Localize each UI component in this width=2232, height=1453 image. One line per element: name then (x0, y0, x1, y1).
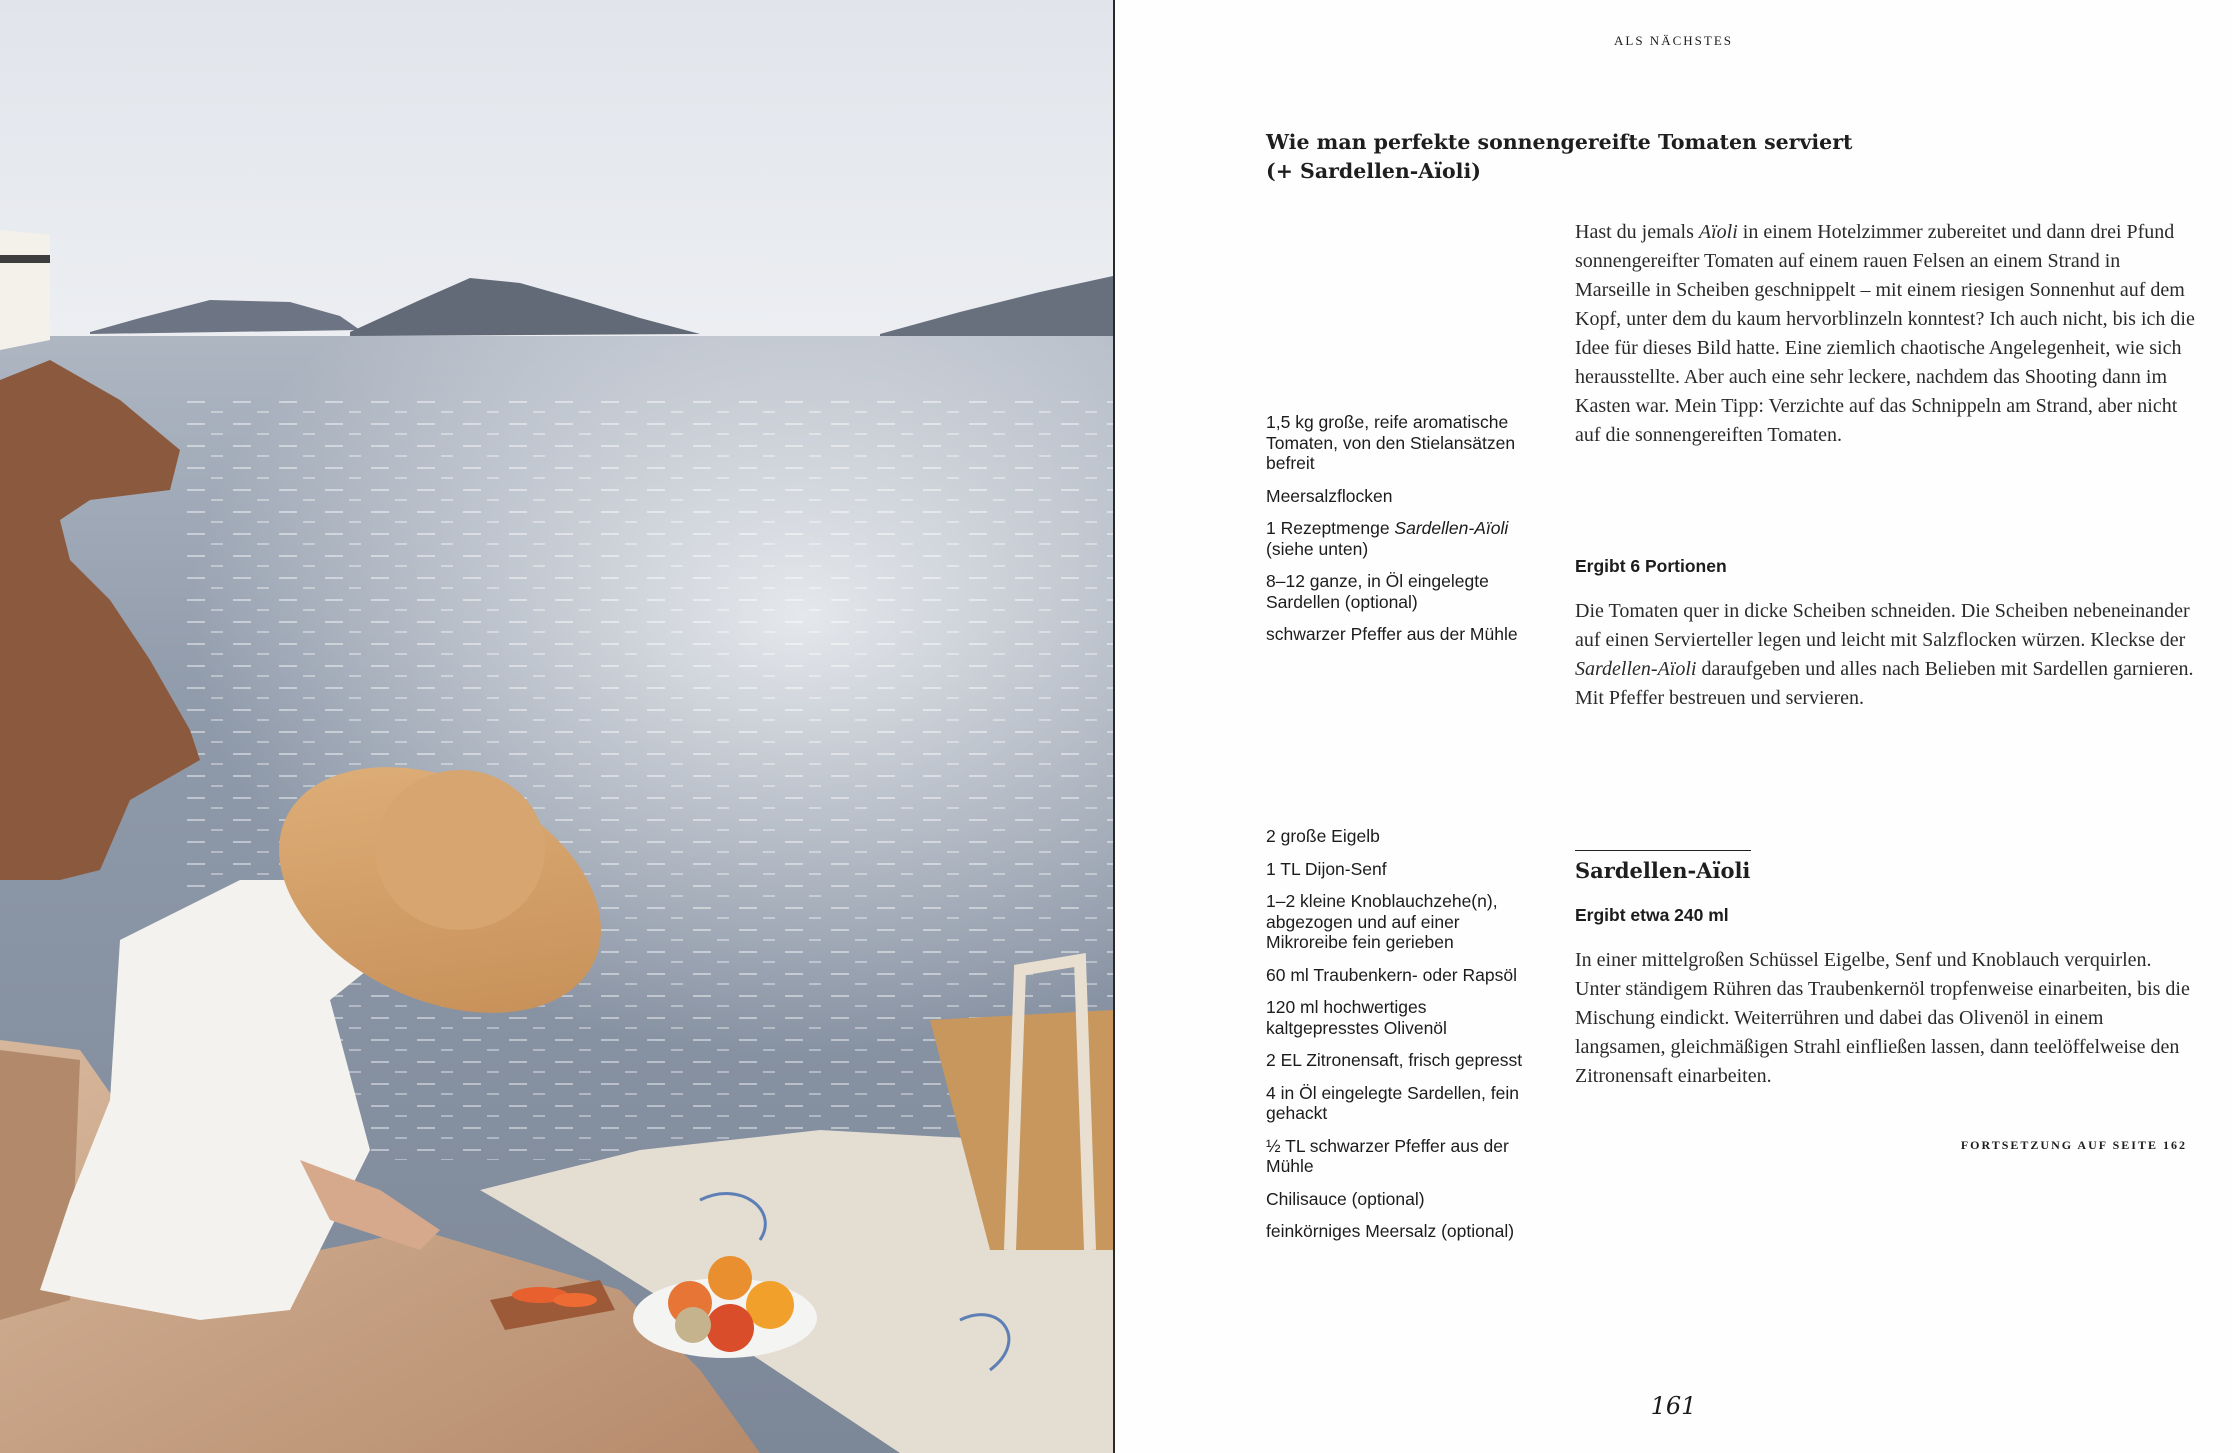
yield-main: Ergibt 6 Portionen (1575, 556, 1727, 576)
recipe-title: Wie man perfekte sonnengereifte Tomaten serviert (+ Sardellen-Aïoli) (1266, 130, 1853, 183)
running-head: ALS NÄCHSTES (1614, 33, 1733, 48)
ingredient-item: ½ TL schwarzer Pfeffer aus der Mühle (1266, 1135, 1509, 1176)
ingredient-item: 2 EL Zitronensaft, frisch gepresst (1266, 1050, 1523, 1070)
ingredients-main (1266, 412, 1534, 657)
ingredient-item: 8–12 ganze, in Öl eingelegte Sardellen (optional) (1266, 571, 1489, 612)
beach-photo (0, 0, 1113, 1453)
page-number: 161 (1650, 1392, 1697, 1420)
ingredient-item: 1–2 kleine Knoblauchzehe(n), abgezogen und auf einer Mikroreibe fein gerieben (1266, 891, 1498, 952)
continued-note: FORTSETZUNG AUF SEITE 162 (1960, 1138, 2187, 1152)
aioli-reference: Sardellen-Aïoli (1394, 518, 1509, 538)
ingredient-item: 4 in Öl eingelegte Sardellen, fein gehackt (1266, 1082, 1519, 1123)
ingredient-item: 60 ml Traubenkern- oder Rapsöl (1266, 964, 1517, 985)
aioli-yield: Ergibt etwa 240 ml (1575, 905, 1729, 925)
aioli-title: Sardellen-Aïoli (1575, 858, 1751, 883)
ingredients-aioli (1266, 826, 1534, 1254)
sky (0, 0, 1113, 340)
ingredient-item: 1,5 kg große, reife aromatische Tomaten, von den Stielansätzen befreit (1266, 412, 1516, 473)
ingredient-item: Chilisauce (optional) (1266, 1188, 1425, 1209)
building (0, 230, 50, 350)
ingredient-item: 1 Rezeptmenge Sardellen-Aïoli (siehe unten) (1266, 518, 1509, 559)
method-main: Die Tomaten quer in dicke Scheiben schneiden. Die Scheiben nebeneinander auf einen Servierteller legen und leicht mit Salzflocken würzen. Kleckse der Sardellen-Aïoli daraufgeben und alles nach Belieben mit Sardellen garnieren. Mit Pfeffer bestreuen und servieren. (1575, 600, 2194, 709)
aioli-method: In einer mittelgroßen Schüssel Eigelbe, Senf und Knoblauch verquirlen. Unter ständigem Rühren das Traubenkernöl tropfenweise einarbeiten, bis die Mischung eindickt. Weiterrühren und dabei das Olivenöl in einem langsamen, gleichmäßigen Strahl einfließen lassen, dann teelöffelweise den Zitronensaft einarbeiten. (1575, 949, 2190, 1087)
ingredient-item: 120 ml hochwertiges kaltgepresstes Olivenöl (1266, 997, 1447, 1038)
ingredient-item: 2 große Eigelb (1266, 826, 1380, 846)
recipe-page (1115, 0, 2232, 1453)
ingredient-item: feinkörniges Meersalz (optional) (1266, 1221, 1515, 1241)
section-rule (1575, 850, 1751, 851)
ingredient-item: Meersalzflocken (1266, 485, 1393, 506)
ingredient-item: schwarzer Pfeffer aus der Mühle (1266, 624, 1518, 644)
intro-paragraph: Hast du jemals Aïoli in einem Hotelzimmer zubereitet und dann drei Pfund sonnengereifter Tomaten auf einem rauen Felsen an einem Strand in Marseille in Scheiben geschnippelt – mit einem riesigen Sonnenhut auf dem Kopf, unter dem du kaum hervorblinzeln konntest? Ich auch nicht, bis ich die Idee für dieses Bild hatte. Eine ziemlich chaotische Angelegenheit, wie sich herausstellte. Aber auch eine sehr leckere, nachdem das Shooting dann im Kasten war. Mein Tipp: Verzichte auf das Schnippeln am Strand, aber nicht auf die sonnengereiften Tomaten. (1575, 221, 2195, 446)
ingredient-item: 1 TL Dijon-Senf (1266, 858, 1387, 879)
